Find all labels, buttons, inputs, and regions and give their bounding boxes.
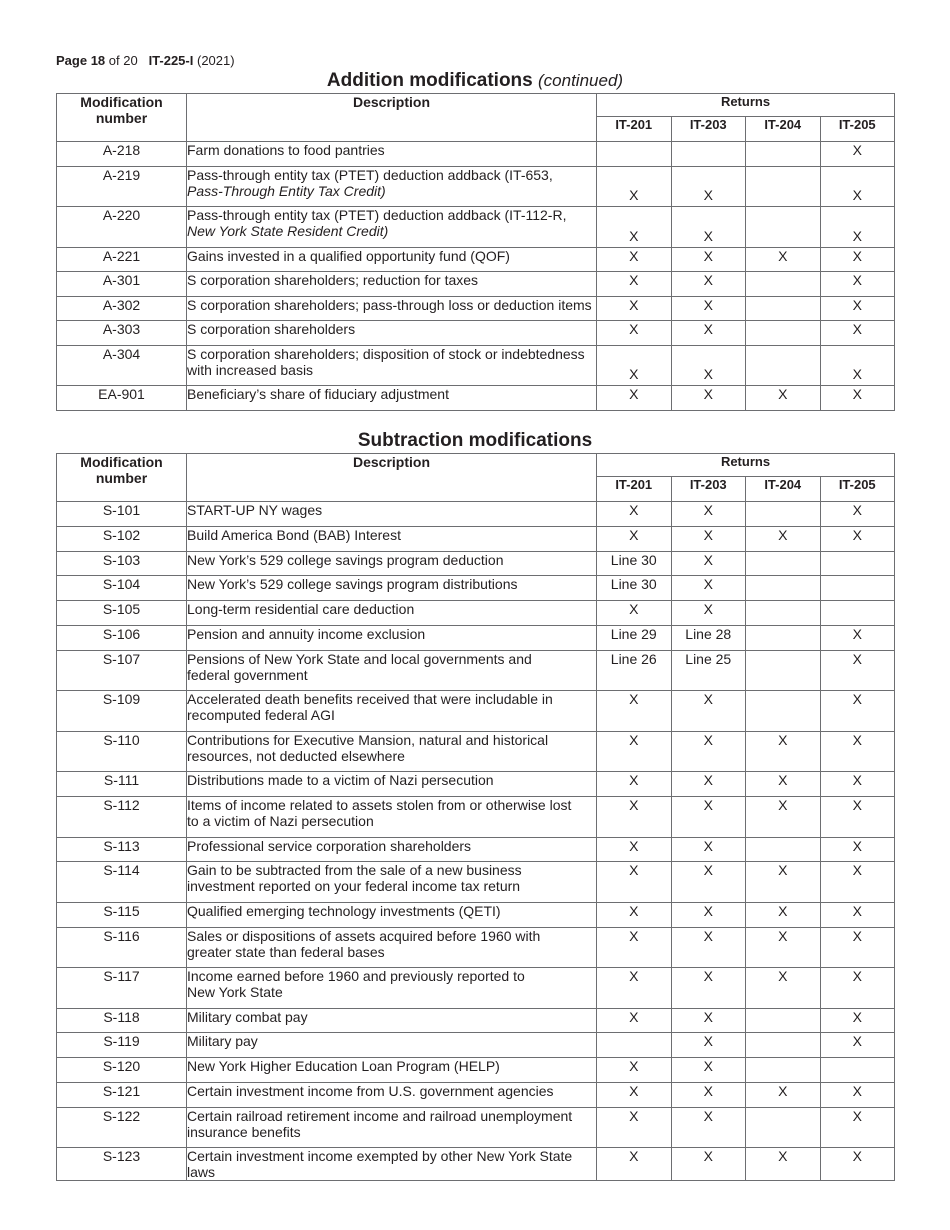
modification-description: [187, 601, 597, 626]
modification-description: [187, 1107, 597, 1148]
modification-number: A-221: [57, 247, 187, 272]
return-mark-it201: X: [597, 797, 672, 838]
return-mark-it201: X: [597, 1008, 672, 1033]
modification-number: A-219: [57, 166, 187, 207]
subtraction-col-it204: IT-204: [746, 477, 821, 502]
table-row: [57, 1083, 895, 1108]
return-mark-it205: X: [820, 691, 895, 732]
subtraction-col-it205: IT-205: [820, 477, 895, 502]
description-line-1: Certain investment income exempted by other New York State laws: [187, 1148, 573, 1181]
return-mark-it201: Line 30: [597, 551, 672, 576]
return-mark-it204: [746, 502, 821, 527]
description-line-2: Pass-Through Entity Tax Credit): [187, 182, 386, 199]
page-header: [56, 53, 235, 68]
modification-description: [187, 862, 597, 903]
table-row: [57, 968, 895, 1009]
return-mark-it204: [746, 576, 821, 601]
description-line-1: Sales or dispositions of assets acquired before 1960 with: [187, 927, 541, 944]
modification-description: [187, 650, 597, 691]
description-line-2: greater state than federal bases: [187, 943, 385, 960]
return-mark-it201: X: [597, 502, 672, 527]
return-mark-it205: [820, 551, 895, 576]
modification-description: [187, 1083, 597, 1108]
return-mark-it201: X: [597, 1148, 672, 1181]
subtraction-col-number: Modification number: [57, 454, 187, 502]
modification-description: [187, 551, 597, 576]
description-line-2: New York State Resident Credit): [187, 223, 389, 239]
return-mark-it201: X: [597, 927, 672, 968]
return-mark-it204: X: [746, 526, 821, 551]
table-row: [57, 625, 895, 650]
description-line-1: Beneficiary’s share of fiduciary adjustment: [187, 386, 449, 402]
description-line-1: S corporation shareholders: [187, 321, 356, 337]
description-line-1: Pass-through entity tax (PTET) deduction addback (IT-653,: [187, 166, 553, 183]
modification-number: S-106: [57, 625, 187, 650]
modification-description: [187, 386, 597, 411]
addition-title-suffix: (continued): [538, 71, 624, 90]
addition-col-it201: IT-201: [597, 117, 672, 142]
modification-number: S-121: [57, 1083, 187, 1108]
description-line-1: Certain investment income from U.S. government agencies: [187, 1083, 554, 1100]
table-row: [57, 731, 895, 772]
modification-description: [187, 166, 597, 207]
return-mark-it205: X: [820, 502, 895, 527]
modification-description: [187, 345, 597, 386]
return-mark-it205: X: [820, 296, 895, 321]
modification-description: [187, 296, 597, 321]
return-mark-it204: [746, 1058, 821, 1083]
form-id: IT-225-I: [148, 53, 194, 68]
description-line-1: New York’s 529 college savings program deduction: [187, 551, 504, 568]
return-mark-it201: X: [597, 902, 672, 927]
description-line-1: Military combat pay: [187, 1008, 308, 1025]
modification-description: [187, 502, 597, 527]
description-line-1: START-UP NY wages: [187, 502, 323, 518]
return-mark-it203: X: [671, 1148, 746, 1181]
return-mark-it204: [746, 1008, 821, 1033]
return-mark-it205: X: [820, 321, 895, 346]
modification-number: S-120: [57, 1058, 187, 1083]
description-line-1: Professional service corporation shareholders: [187, 837, 472, 854]
modification-description: [187, 272, 597, 297]
modification-number: EA-901: [57, 386, 187, 411]
modification-number: A-302: [57, 296, 187, 321]
return-mark-it204: [746, 142, 821, 167]
return-mark-it204: X: [746, 927, 821, 968]
page-count: of 20: [108, 53, 138, 68]
return-mark-it204: X: [746, 968, 821, 1009]
return-mark-it203: X: [671, 272, 746, 297]
modification-description: [187, 142, 597, 167]
return-mark-it201: X: [597, 968, 672, 1009]
addition-rows: [57, 142, 895, 411]
table-row: [57, 1008, 895, 1033]
description-line-1: Contributions for Executive Mansion, natural and historical: [187, 731, 549, 748]
modification-description: [187, 625, 597, 650]
return-mark-it203: Line 28: [671, 625, 746, 650]
description-line-1: Accelerated death benefits received that were includable in: [187, 691, 553, 708]
return-mark-it201: Line 29: [597, 625, 672, 650]
modification-description: [187, 968, 597, 1009]
return-mark-it204: [746, 296, 821, 321]
return-mark-it203: X: [671, 502, 746, 527]
subtraction-title-text: Subtraction modifications: [357, 430, 593, 451]
modification-number: S-111: [57, 772, 187, 797]
modification-description: [187, 772, 597, 797]
table-row: [57, 1033, 895, 1058]
modification-number: S-123: [57, 1148, 187, 1181]
return-mark-it201: X: [597, 345, 672, 386]
modification-number: A-303: [57, 321, 187, 346]
modification-number: A-218: [57, 142, 187, 167]
return-mark-it203: X: [671, 321, 746, 346]
modification-description: [187, 731, 597, 772]
return-mark-it201: X: [597, 166, 672, 207]
modification-number: S-114: [57, 862, 187, 903]
return-mark-it203: [671, 142, 746, 167]
modification-number: S-122: [57, 1107, 187, 1148]
addition-title-text: Addition modifications: [326, 70, 533, 91]
return-mark-it205: X: [820, 772, 895, 797]
form-year: (2021): [196, 53, 235, 68]
return-mark-it203: X: [671, 207, 746, 248]
table-row: [57, 345, 895, 386]
return-mark-it205: X: [820, 345, 895, 386]
addition-col-description: Description: [187, 94, 597, 142]
modification-number: S-117: [57, 968, 187, 1009]
table-row: [57, 862, 895, 903]
table-row: [57, 551, 895, 576]
return-mark-it203: X: [671, 927, 746, 968]
return-mark-it203: X: [671, 576, 746, 601]
return-mark-it201: X: [597, 1058, 672, 1083]
table-row: [57, 272, 895, 297]
return-mark-it203: X: [671, 386, 746, 411]
return-mark-it204: [746, 1033, 821, 1058]
return-mark-it203: X: [671, 902, 746, 927]
return-mark-it201: X: [597, 731, 672, 772]
return-mark-it203: X: [671, 691, 746, 732]
return-mark-it201: X: [597, 1107, 672, 1148]
table-row: [57, 502, 895, 527]
description-line-1: New York Higher Education Loan Program (HELP): [187, 1058, 500, 1075]
return-mark-it203: X: [671, 551, 746, 576]
return-mark-it203: Line 25: [671, 650, 746, 691]
table-row: [57, 691, 895, 732]
return-mark-it203: X: [671, 526, 746, 551]
description-line-2: with increased basis: [187, 361, 314, 378]
return-mark-it205: X: [820, 1083, 895, 1108]
return-mark-it203: X: [671, 1008, 746, 1033]
return-mark-it203: X: [671, 1107, 746, 1148]
addition-col-it205: IT-205: [820, 117, 895, 142]
return-mark-it201: X: [597, 772, 672, 797]
description-line-1: Farm donations to food pantries: [187, 142, 385, 158]
description-line-1: Gains invested in a qualified opportunity fund (QOF): [187, 247, 510, 264]
modification-number: S-107: [57, 650, 187, 691]
addition-table: [56, 93, 895, 411]
modification-number: S-118: [57, 1008, 187, 1033]
return-mark-it205: X: [820, 968, 895, 1009]
addition-col-returns: Returns: [597, 94, 895, 117]
modification-description: [187, 207, 597, 248]
modification-number: S-116: [57, 927, 187, 968]
modification-number: S-113: [57, 837, 187, 862]
description-line-1: Gain to be subtracted from the sale of a new business: [187, 862, 522, 879]
description-line-1: Income earned before 1960 and previously reported to: [187, 968, 525, 985]
table-row: [57, 247, 895, 272]
description-line-1: Qualified emerging technology investments (QETI): [187, 902, 501, 919]
description-line-1: Pension and annuity income exclusion: [187, 625, 426, 642]
return-mark-it203: X: [671, 837, 746, 862]
return-mark-it205: X: [820, 166, 895, 207]
description-line-1: Distributions made to a victim of Nazi persecution: [187, 772, 494, 789]
return-mark-it203: X: [671, 166, 746, 207]
description-line-1: S corporation shareholders; reduction for taxes: [187, 272, 479, 288]
subtraction-col-returns: Returns: [597, 454, 895, 477]
return-mark-it201: [597, 1033, 672, 1058]
return-mark-it203: X: [671, 731, 746, 772]
modification-description: [187, 526, 597, 551]
modification-description: [187, 1058, 597, 1083]
return-mark-it205: [820, 1058, 895, 1083]
description-line-1: Long-term residential care deduction: [187, 601, 415, 618]
table-row: [57, 526, 895, 551]
modification-description: [187, 1148, 597, 1181]
return-mark-it204: X: [746, 1083, 821, 1108]
return-mark-it201: X: [597, 207, 672, 248]
table-row: [57, 142, 895, 167]
modification-description: [187, 927, 597, 968]
table-row: [57, 902, 895, 927]
description-line-2: recomputed federal AGI: [187, 707, 335, 724]
return-mark-it204: X: [746, 862, 821, 903]
description-line-1: Pass-through entity tax (PTET) deduction addback (IT-112-R,: [187, 207, 567, 223]
return-mark-it204: X: [746, 797, 821, 838]
addition-col-number: Modification number: [57, 94, 187, 142]
return-mark-it204: [746, 650, 821, 691]
page-label: Page: [56, 53, 88, 68]
return-mark-it205: X: [820, 731, 895, 772]
table-row: [57, 1107, 895, 1148]
return-mark-it205: X: [820, 142, 895, 167]
modification-number: S-119: [57, 1033, 187, 1058]
description-line-1: S corporation shareholders; disposition of stock or indebtedness: [187, 345, 585, 362]
description-line-1: Items of income related to assets stolen from or otherwise lost: [187, 797, 572, 814]
subtraction-col-description: Description: [187, 454, 597, 502]
return-mark-it205: [820, 576, 895, 601]
description-line-2: federal government: [187, 666, 308, 683]
modification-description: [187, 321, 597, 346]
return-mark-it201: X: [597, 837, 672, 862]
subtraction-rows: [57, 502, 895, 1181]
return-mark-it205: [820, 601, 895, 626]
modification-description: [187, 576, 597, 601]
modification-number: S-104: [57, 576, 187, 601]
modification-number: A-304: [57, 345, 187, 386]
description-line-2: insurance benefits: [187, 1123, 301, 1140]
modification-description: [187, 837, 597, 862]
subtraction-table: [56, 453, 895, 1181]
addition-col-it204: IT-204: [746, 117, 821, 142]
return-mark-it205: X: [820, 1107, 895, 1148]
modification-description: [187, 1033, 597, 1058]
return-mark-it205: X: [820, 1148, 895, 1181]
table-row: [57, 296, 895, 321]
addition-title: [0, 70, 950, 92]
return-mark-it204: X: [746, 772, 821, 797]
return-mark-it201: X: [597, 296, 672, 321]
subtraction-col-it201: IT-201: [597, 477, 672, 502]
modification-number: S-112: [57, 797, 187, 838]
return-mark-it204: X: [746, 386, 821, 411]
return-mark-it203: X: [671, 968, 746, 1009]
return-mark-it204: [746, 837, 821, 862]
return-mark-it201: X: [597, 321, 672, 346]
return-mark-it201: X: [597, 862, 672, 903]
addition-col-it203: IT-203: [671, 117, 746, 142]
return-mark-it204: [746, 345, 821, 386]
description-line-1: Certain railroad retirement income and railroad unemployment: [187, 1107, 573, 1124]
return-mark-it201: X: [597, 601, 672, 626]
return-mark-it205: X: [820, 272, 895, 297]
return-mark-it203: X: [671, 1058, 746, 1083]
description-line-1: Pensions of New York State and local governments and: [187, 650, 532, 667]
table-row: [57, 1148, 895, 1181]
description-line-1: S corporation shareholders; pass-through loss or deduction items: [187, 296, 592, 313]
table-row: [57, 837, 895, 862]
table-row: [57, 576, 895, 601]
return-mark-it204: [746, 166, 821, 207]
return-mark-it201: X: [597, 526, 672, 551]
modification-number: S-110: [57, 731, 187, 772]
subtraction-col-it203: IT-203: [671, 477, 746, 502]
return-mark-it205: X: [820, 207, 895, 248]
description-line-1: Build America Bond (BAB) Interest: [187, 526, 401, 543]
return-mark-it203: X: [671, 296, 746, 321]
return-mark-it205: X: [820, 625, 895, 650]
return-mark-it204: [746, 321, 821, 346]
return-mark-it201: Line 26: [597, 650, 672, 691]
return-mark-it205: X: [820, 837, 895, 862]
return-mark-it201: X: [597, 272, 672, 297]
return-mark-it205: X: [820, 247, 895, 272]
return-mark-it204: [746, 691, 821, 732]
return-mark-it201: X: [597, 1083, 672, 1108]
modification-number: S-102: [57, 526, 187, 551]
return-mark-it201: X: [597, 247, 672, 272]
return-mark-it205: X: [820, 1008, 895, 1033]
modification-description: [187, 797, 597, 838]
return-mark-it204: X: [746, 1148, 821, 1181]
modification-description: [187, 247, 597, 272]
return-mark-it205: X: [820, 902, 895, 927]
return-mark-it201: X: [597, 386, 672, 411]
return-mark-it205: X: [820, 797, 895, 838]
return-mark-it201: [597, 142, 672, 167]
modification-number: S-103: [57, 551, 187, 576]
return-mark-it203: X: [671, 247, 746, 272]
return-mark-it203: X: [671, 345, 746, 386]
table-row: [57, 797, 895, 838]
return-mark-it203: X: [671, 1033, 746, 1058]
modification-number: S-105: [57, 601, 187, 626]
return-mark-it205: X: [820, 386, 895, 411]
page-number: 18: [90, 53, 106, 68]
return-mark-it204: X: [746, 902, 821, 927]
return-mark-it201: X: [597, 691, 672, 732]
modification-number: S-101: [57, 502, 187, 527]
return-mark-it205: X: [820, 927, 895, 968]
modification-description: [187, 691, 597, 732]
description-line-2: to a victim of Nazi persecution: [187, 813, 374, 830]
modification-number: A-220: [57, 207, 187, 248]
description-line-2: investment reported on your federal income tax return: [187, 878, 521, 895]
return-mark-it204: X: [746, 247, 821, 272]
table-row: [57, 386, 895, 411]
table-row: [57, 1058, 895, 1083]
return-mark-it204: [746, 1107, 821, 1148]
return-mark-it205: X: [820, 526, 895, 551]
description-line-1: Military pay: [187, 1033, 258, 1050]
return-mark-it203: X: [671, 862, 746, 903]
return-mark-it205: X: [820, 862, 895, 903]
return-mark-it205: X: [820, 650, 895, 691]
description-line-2: New York State: [187, 984, 283, 1001]
modification-description: [187, 902, 597, 927]
return-mark-it203: X: [671, 797, 746, 838]
return-mark-it204: [746, 625, 821, 650]
return-mark-it201: Line 30: [597, 576, 672, 601]
description-line-2: resources, not deducted elsewhere: [187, 747, 405, 764]
modification-number: A-301: [57, 272, 187, 297]
table-row: [57, 601, 895, 626]
modification-description: [187, 1008, 597, 1033]
modification-number: S-109: [57, 691, 187, 732]
return-mark-it204: X: [746, 731, 821, 772]
subtraction-title: [0, 430, 950, 452]
table-row: [57, 321, 895, 346]
modification-number: S-115: [57, 902, 187, 927]
return-mark-it204: [746, 601, 821, 626]
return-mark-it204: [746, 207, 821, 248]
return-mark-it203: X: [671, 772, 746, 797]
return-mark-it204: [746, 551, 821, 576]
table-row: [57, 166, 895, 207]
description-line-1: New York’s 529 college savings program distributions: [187, 576, 518, 593]
return-mark-it205: X: [820, 1033, 895, 1058]
table-row: [57, 650, 895, 691]
return-mark-it203: X: [671, 1083, 746, 1108]
return-mark-it204: [746, 272, 821, 297]
table-row: [57, 772, 895, 797]
table-row: [57, 207, 895, 248]
table-row: [57, 927, 895, 968]
return-mark-it203: X: [671, 601, 746, 626]
